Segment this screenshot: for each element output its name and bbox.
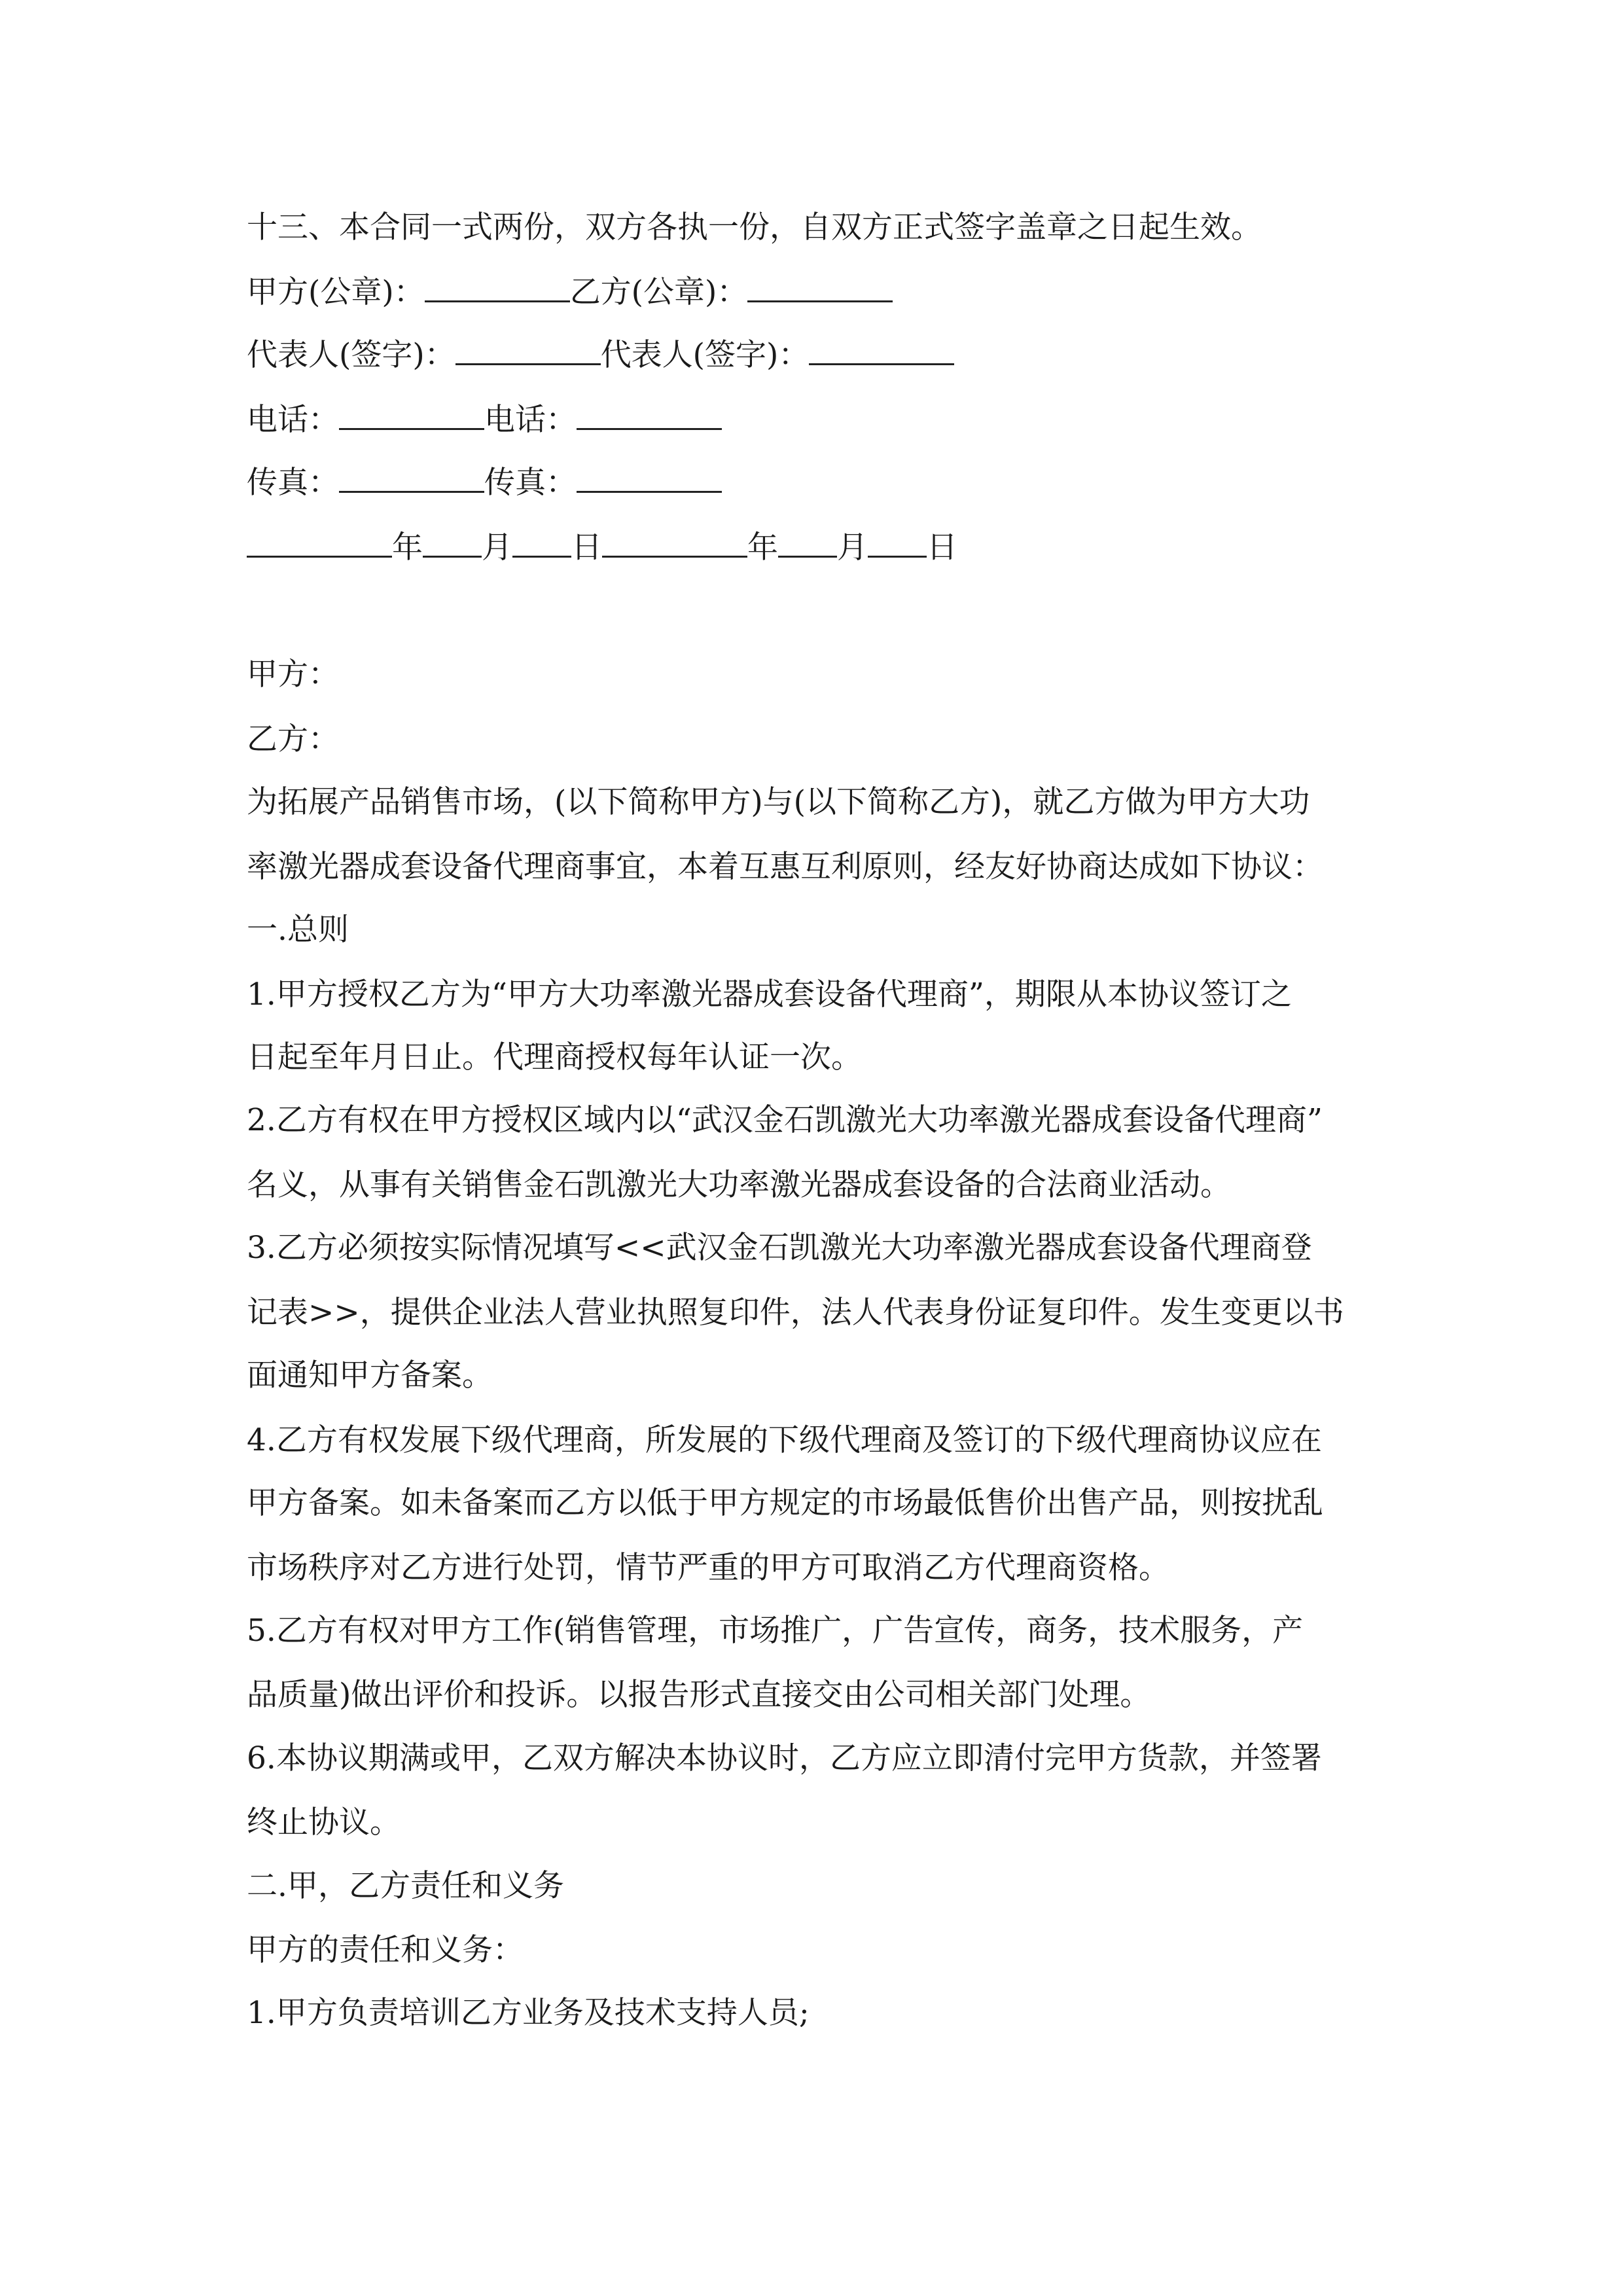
party-a-line: 甲方： [247,656,339,692]
party-b-seal-blank [747,272,893,302]
item-1-line-2: 日起至年月日止。代理商授权每年认证一次。 [247,1039,862,1075]
year-b-blank [602,527,747,558]
fax-b-blank [577,462,722,493]
year-a-label: 年 [392,529,423,565]
party-a-duty-1: 1.甲方负责培训乙方业务及技术支持人员; [247,1995,810,2031]
day-a-blank [512,527,571,558]
party-a-duties-title: 甲方的责任和义务： [247,1932,524,1968]
seal-line [247,272,893,312]
phone-a-blank [339,399,484,430]
rep-b-blank [809,334,954,365]
item-4-line-3: 市场秩序对乙方进行处罚，情节严重的甲方可取消乙方代理商资格。 [247,1550,1169,1586]
rep-b-label: 代表人(签字)： [600,337,810,373]
phone-a-label: 电话： [247,402,339,438]
month-a-label: 月 [482,529,512,565]
item-4-line-1: 4.乙方有权发展下级代理商，所发展的下级代理商及签订的下级代理商协议应在 [247,1422,1322,1458]
clause-13: 十三、本合同一式两份，双方各执一份，自双方正式签字盖章之日起生效。 [247,209,1262,245]
party-b-line: 乙方： [247,721,339,757]
phone-line [247,399,722,440]
item-6-line-2: 终止协议。 [247,1804,401,1840]
item-4-line-2: 甲方备案。如未备案而乙方以低于甲方规定的市场最低售价出售产品，则按扰乱 [247,1485,1323,1521]
preamble-line-2: 率激光器成套设备代理商事宜，本着互惠互利原则，经友好协商达成如下协议： [247,849,1323,885]
section-1-title: 一.总则 [247,912,349,948]
item-5-line-2: 品质量)做出评价和投诉。以报告形式直接交由公司相关部门处理。 [247,1677,1151,1713]
fax-line [247,462,722,503]
party-a-seal-blank [425,272,570,302]
phone-b-blank [577,399,722,430]
month-b-label: 月 [837,529,868,565]
item-6-line-1: 6.本协议期满或甲，乙双方解决本协议时，乙方应立即清付完甲方货款，并签署 [247,1740,1322,1776]
year-a-blank [247,527,392,558]
year-b-label: 年 [747,529,778,565]
party-b-seal-label: 乙方(公章)： [569,274,748,310]
item-2-line-1: 2.乙方有权在甲方授权区域内以“武汉金石凯激光大功率激光器成套设备代理商” [247,1102,1323,1138]
preamble-line-1: 为拓展产品销售市场，(以下简称甲方)与(以下简称乙方)，就乙方做为甲方大功 [247,784,1310,820]
rep-a-blank [455,334,601,365]
day-a-label: 日 [571,529,602,565]
item-5-line-1: 5.乙方有权对甲方工作(销售管理，市场推广，广告宣传，商务，技术服务，产 [247,1613,1304,1649]
item-3-line-2: 记表>>，提供企业法人营业执照复印件，法人代表身份证复印件。发生变更以书 [247,1295,1344,1331]
date-line [247,527,957,567]
fax-a-label: 传真： [247,465,339,501]
fax-b-label: 传真： [484,465,577,501]
representative-line [247,334,954,375]
fax-a-blank [339,462,484,493]
section-2-title: 二.甲，乙方责任和义务 [247,1868,564,1904]
rep-a-label: 代表人(签字)： [247,337,455,373]
item-2-line-2: 名义，从事有关销售金石凯激光大功率激光器成套设备的合法商业活动。 [247,1167,1231,1203]
month-b-blank [778,527,837,558]
item-3-line-3: 面通知甲方备案。 [247,1357,493,1393]
item-3-line-1: 3.乙方必须按实际情况填写<<武汉金石凯激光大功率激光器成套设备代理商登 [247,1230,1312,1266]
phone-b-label: 电话： [484,402,577,438]
day-b-blank [868,527,927,558]
item-1-line-1: 1.甲方授权乙方为“甲方大功率激光器成套设备代理商”，期限从本协议签订之 [247,977,1292,1013]
month-a-blank [423,527,482,558]
day-b-label: 日 [927,529,957,565]
party-a-seal-label: 甲方(公章)： [247,274,425,310]
